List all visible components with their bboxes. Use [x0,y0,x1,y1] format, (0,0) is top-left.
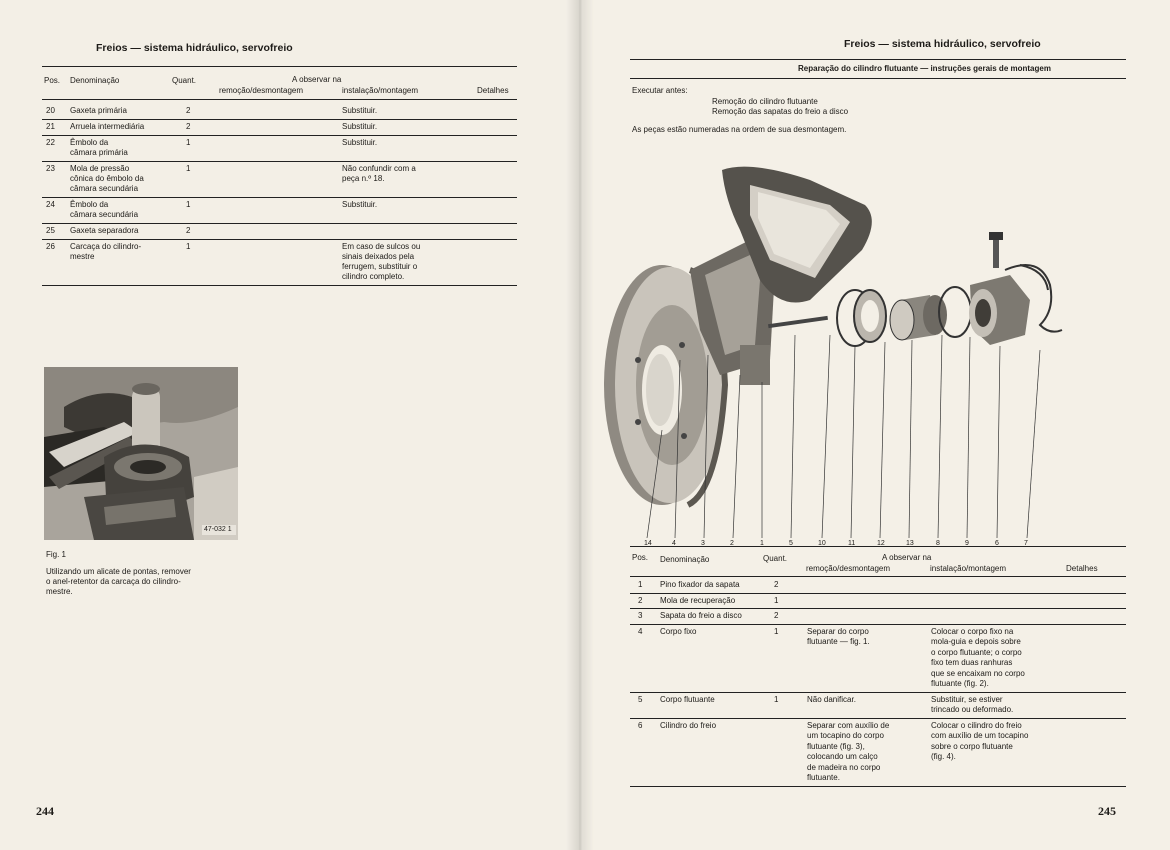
numbering-note: As peças estão numeradas na ordem de sua desmontagem. [632,125,847,134]
left-col-pos: Pos. [44,76,61,85]
right-row-install-line: flutuante (fig. 2). [931,679,989,688]
left-row-divider [42,223,517,224]
right-row-install-line: Colocar o cilindro do freio [931,720,1022,730]
before-item-1: Remoção do cilindro flutuante [712,97,818,106]
right-col-details: Detalhes [1066,564,1098,573]
left-col-details: Detalhes [477,86,509,95]
left-row-qty: 2 [186,226,191,235]
right-page-header: Freios — sistema hidráulico, servofreio [844,38,1041,50]
book-gutter [566,0,594,850]
callout-number: 5 [789,540,793,547]
before-label: Executar antes: [632,86,688,95]
left-row-pos: 22 [46,138,55,147]
left-col-observe: A observar na [292,75,342,84]
before-item-2: Remoção das sapatas do freio a disco [712,107,849,116]
left-row-install-line: Substituir. [342,200,378,209]
right-row-install-line: Substituir, se estiver [931,694,1003,704]
right-row-install-line: sobre o corpo flutuante [931,741,1013,751]
left-figure-caption-line-3: mestre. [46,587,73,596]
right-row-pos: 3 [638,611,643,620]
right-row-name-line: Corpo fixo [660,626,697,636]
right-row-pos: 6 [638,720,643,730]
callout-number: 7 [1024,540,1028,547]
left-row-divider [42,239,517,240]
callout-number: 12 [877,540,885,547]
left-row-name-line: câmara secundária [70,184,139,193]
left-row-pos: 23 [46,164,55,173]
right-row-pos: 2 [638,595,643,605]
left-row-pos: 21 [46,122,55,131]
left-row-pos: 24 [46,200,55,209]
right-row-removal-line: flutuante. [807,773,840,782]
left-page [0,0,580,850]
right-col-observe: A observar na [882,553,932,562]
callout-number: 3 [701,540,705,547]
left-table-head-rule [42,99,517,100]
left-row-name-line: Mola de pressão [70,164,130,173]
left-row-install-line: Substituir. [342,106,378,115]
left-row-name-line: câmara primária [70,148,128,157]
left-row-qty: 2 [186,122,191,131]
right-row-name-line: Mola de recuperação [660,595,736,605]
left-page-header: Freios — sistema hidráulico, servofreio [96,42,293,54]
left-row-name-line: Êmbolo da [70,200,109,209]
left-figure-label: Fig. 1 [46,550,67,559]
right-row-name-line: Cilindro do freio [660,720,717,730]
left-row-qty: 1 [186,164,191,173]
right-col-name: Denominação [660,555,710,564]
right-row-qty: 2 [774,611,779,620]
right-col-pos: Pos. [632,553,649,562]
master-cylinder-photo [44,367,238,540]
right-subheader: Reparação do cilindro flutuante — instruções gerais de montagem [798,64,1051,73]
right-col-removal: remoção/desmontagem [806,564,891,573]
right-row-install-line: com auxílio de um tocapino [931,731,1029,740]
callout-number: 4 [672,540,676,547]
left-row-divider [42,135,517,136]
right-page-number: 245 [1098,804,1116,818]
left-row-pos: 20 [46,106,55,115]
right-col-qty: Quant. [763,554,788,563]
callout-number: 1 [760,540,764,547]
left-row-name-line: Carcaça do cilindro- [70,242,142,251]
left-col-qty: Quant. [172,76,197,85]
right-row-name-line: Sapata do freio a disco [660,611,742,620]
right-row-removal-line: Não danificar. [807,694,856,704]
left-row-name-line: Êmbolo da [70,138,109,147]
right-row-qty: 1 [774,626,779,636]
left-row-install-line: peça n.º 18. [342,174,385,183]
callout-number: 8 [936,540,940,547]
right-row-install-line: (fig. 4). [931,752,956,761]
left-row-install-line: cilindro completo. [342,272,405,281]
left-row-divider [42,197,517,198]
left-row-name-line: cônica do êmbolo da [70,174,144,183]
left-row-qty: 1 [186,138,191,147]
right-row-install-line: mola-guia e depois sobre [931,637,1021,646]
right-row-pos: 5 [638,694,643,704]
left-row-pos: 25 [46,226,55,235]
left-col-removal: remoção/desmontagem [219,86,304,95]
right-subheader-rule [630,78,1126,79]
right-row-removal-line: um tocapino do corpo [807,731,884,740]
left-row-install-line: ferrugem, substituir o [342,262,418,271]
left-row-qty: 2 [186,106,191,115]
right-row-name-line: Pino fixador da sapata [660,580,740,589]
right-row-removal-line: Separar com auxílio de [807,720,890,730]
right-row-removal-line: flutuante (fig. 3), [807,741,865,751]
right-row-install-line: o corpo flutuante; o corpo [931,647,1022,657]
right-row-removal-line: colocando um calço [807,752,878,761]
left-row-divider [42,119,517,120]
left-row-divider [42,285,517,286]
left-page-number: 244 [36,804,54,818]
left-row-name-line: Gaxeta separadora [70,226,139,235]
left-row-install-line: sinais deixados pela [342,252,415,261]
right-row-install-line: Colocar o corpo fixo na [931,626,1014,636]
right-row-install-line: fixo tem duas ranhuras [931,658,1013,667]
floating-caliper-exploded-diagram [600,160,1100,550]
photo-code: 47-032 1 [204,526,232,533]
left-col-install: instalação/montagem [342,86,419,95]
left-row-install-line: Substituir. [342,138,378,147]
left-row-install-line: Substituir. [342,122,378,131]
left-figure-caption-line-2: o anel-retentor da carcaça do cilindro- [46,577,181,586]
right-row-name-line: Corpo flutuante [660,694,715,704]
callout-number: 10 [818,540,826,547]
right-col-install: instalação/montagem [930,564,1007,573]
left-row-name-line: Arruela intermediária [70,122,145,131]
right-row-removal-line: de madeira no corpo [807,762,881,772]
left-figure-caption-line-1: Utilizando um alicate de pontas, remover [46,567,191,576]
left-row-divider [42,161,517,162]
callout-number: 9 [965,540,969,547]
left-row-pos: 26 [46,242,55,251]
left-row-install-line: Não confundir com a [342,164,416,173]
exploded-view-drawing [600,160,1100,550]
right-row-qty: 2 [774,580,779,589]
callout-number: 6 [995,540,999,547]
left-row-qty: 1 [186,200,191,209]
right-row-removal-line: flutuante — fig. 1. [807,637,870,646]
right-row-install-line: trincado ou deformado. [931,705,1014,714]
left-row-qty: 1 [186,242,191,251]
left-row-install-line: Em caso de sulcos ou [342,242,421,251]
callout-number: 11 [848,540,856,547]
left-row-name-line: câmara secundária [70,210,139,219]
right-row-pos: 4 [638,626,643,636]
left-header-rule [42,66,517,67]
left-row-name-line: Gaxeta primária [70,106,127,115]
right-row-qty: 1 [774,595,779,605]
left-row-name-line: mestre [70,252,95,261]
callout-number: 14 [644,540,652,547]
callout-number: 13 [906,540,914,547]
left-col-name: Denominação [70,76,120,85]
callout-number: 2 [730,540,734,547]
right-row-qty: 1 [774,694,779,704]
right-row-pos: 1 [638,580,643,589]
right-header-rule [630,59,1126,60]
right-row-removal-line: Separar do corpo [807,626,869,636]
right-row-install-line: que se encaixam no corpo [931,668,1025,678]
